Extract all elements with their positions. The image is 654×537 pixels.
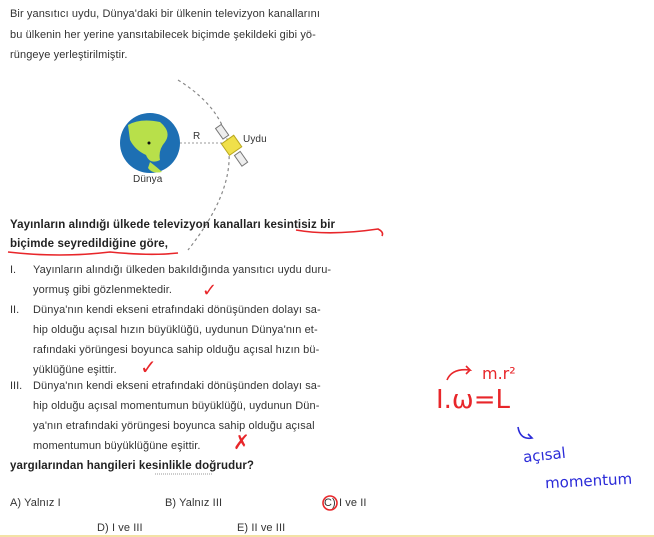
check-mark-annotation: ✓ bbox=[202, 280, 218, 301]
statement-line: ya'nın etrafındaki yörüngesi boyunca sahip olduğu açısal bbox=[33, 420, 315, 432]
earth-label: Dünya bbox=[133, 174, 163, 185]
option-c[interactable]: C) I ve II bbox=[324, 497, 367, 509]
statement-line: hip olduğu açısal hızın büyüklüğü, uydunun Dünya'nın et- bbox=[33, 324, 318, 336]
note-annotation: momentum bbox=[544, 469, 633, 493]
statement-line: rafındaki yörüngesi boyunca sahip olduğu açısal hızın bü- bbox=[33, 344, 320, 356]
intro-line: rüngeye yerleştirilmiştir. bbox=[10, 49, 128, 61]
formula-sup-annotation: m.r² bbox=[482, 364, 516, 383]
option-d[interactable]: D) I ve III bbox=[97, 522, 143, 534]
statement-line: Dünya'nın kendi ekseni etrafındaki dönüşünden dolayı sa- bbox=[33, 304, 321, 316]
note-annotation: açısal bbox=[522, 443, 567, 467]
underline-annotation bbox=[8, 252, 178, 255]
option-b[interactable]: B) Yalnız III bbox=[165, 497, 223, 509]
intro-line: Bir yansıtıcı uydu, Dünya'daki bir ülkenin televizyon kanallarını bbox=[10, 8, 321, 20]
statement-line: yüklüğüne eşittir. bbox=[33, 364, 117, 376]
cross-mark-annotation: ✗ bbox=[233, 430, 250, 454]
question-line: Yayınların alındığı ülkede televizyon kanalları kesintisiz bir bbox=[10, 219, 336, 231]
prompt: yargılarından hangileri kesinlikle doğrudur? bbox=[10, 460, 255, 472]
statement-line: Dünya'nın kendi ekseni etrafındaki dönüşünden dolayı sa- bbox=[33, 380, 321, 392]
statement-line: hip olduğu açısal momentumun büyüklüğü, uydunun Dün- bbox=[33, 400, 320, 412]
question-line: biçimde seyredildiğine göre, bbox=[10, 238, 169, 250]
check-mark-annotation: ✓ bbox=[140, 355, 157, 379]
statement-number: II. bbox=[10, 304, 20, 316]
option-e[interactable]: E) II ve III bbox=[237, 522, 286, 534]
intro-line: bu ülkenin her yerine yansıtabilecek biçimde şekildeki gibi yö- bbox=[10, 29, 316, 41]
radius-label: R bbox=[193, 131, 201, 142]
formula-annotation: I.ω=L bbox=[436, 385, 510, 415]
satellite-label: Uydu bbox=[243, 134, 267, 145]
option-a[interactable]: A) Yalnız I bbox=[10, 497, 61, 509]
statement-number: III. bbox=[10, 380, 23, 392]
statement-line: Yayınların alındığı ülkeden bakıldığında yansıtıcı uydu duru- bbox=[33, 264, 332, 276]
satellite-icon bbox=[212, 122, 251, 168]
statement-number: I. bbox=[10, 264, 17, 276]
statement-line: yormuş gibi gözlenmektedir. bbox=[33, 284, 173, 296]
statement-line: momentumun büyüklüğüne eşittir. bbox=[33, 440, 201, 452]
